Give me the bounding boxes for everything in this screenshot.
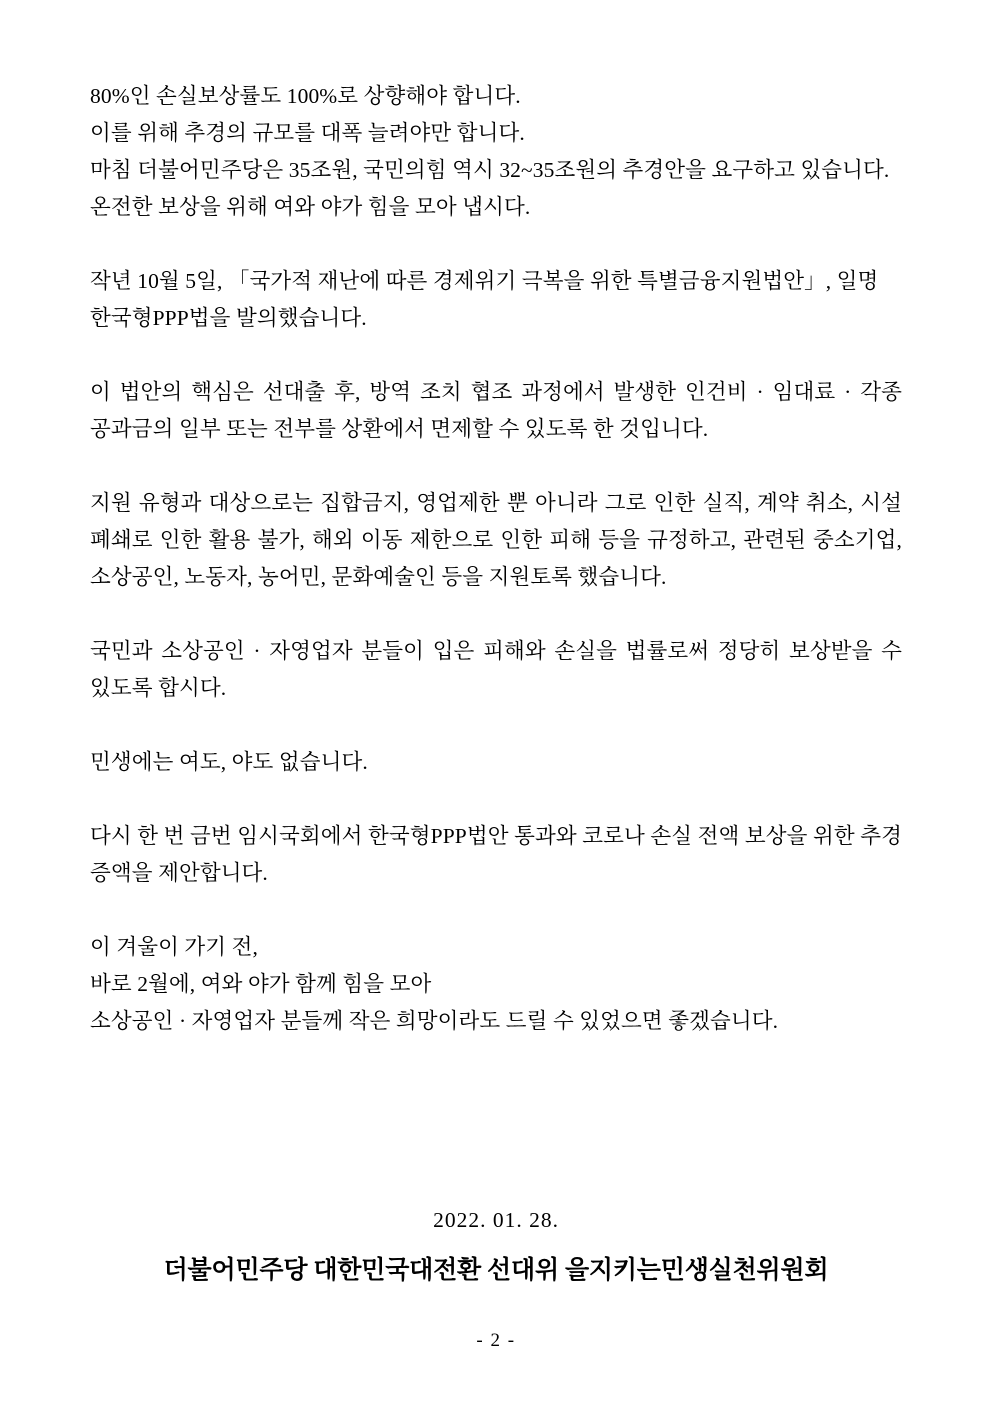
paragraph-line: 80%인 손실보상률도 100%로 상향해야 합니다. (90, 84, 521, 108)
paragraph-gap (90, 892, 902, 929)
paragraph-line: 소상공인 · 자영업자 분들께 작은 희망이라도 드릴 수 있었으면 좋겠습니다. (90, 1009, 779, 1033)
document-footer (0, 1205, 992, 1289)
page-number: - 2 - (476, 1330, 516, 1351)
paragraph-gap (90, 707, 902, 744)
paragraph-line: 바로 2월에, 여와 야가 함께 힘을 모아 (90, 972, 432, 996)
paragraph-gap (90, 337, 902, 374)
paragraph-line: 온전한 보상을 위해 여와 야가 힘을 모아 냅시다. (90, 195, 531, 219)
paragraph-compensation: 국민과 소상공인 · 자영업자 분들이 입은 피해와 손실을 법률로써 정당히 보상받을 수 있도록 합시다. (90, 639, 902, 700)
paragraph-gap (90, 226, 902, 263)
document-body (90, 78, 902, 1040)
paragraph-bill-proposal: 작년 10월 5일, 「국가적 재난에 따른 경제위기 극복을 위한 특별금융지원법안」, 일명 한국형PPP법을 발의했습니다. (90, 269, 879, 330)
paragraph-gap (90, 781, 902, 818)
paragraph-slogan: 민생에는 여도, 야도 없습니다. (90, 750, 368, 774)
paragraph-gap (90, 448, 902, 485)
footer-date: 2022. 01. 28. (433, 1208, 559, 1232)
paragraph-gap (90, 596, 902, 633)
footer-organization: 더불어민주당 대한민국대전환 선대위 을지키는민생실천위원회 (163, 1257, 829, 1284)
paragraph-line: 이를 위해 추경의 규모를 대폭 늘려야만 합니다. (90, 121, 525, 145)
paragraph-bill-core: 이 법안의 핵심은 선대출 후, 방역 조치 협조 과정에서 발생한 인건비 · 임대료 · 각종 공과금의 일부 또는 전부를 상환에서 면제할 수 있도록 한 것입니다. (90, 380, 902, 441)
paragraph-support-scope: 지원 유형과 대상으로는 집합금지, 영업제한 뿐 아니라 그로 인한 실직, 계약 취소, 시설 폐쇄로 인한 활용 불가, 해외 이동 제한으로 인한 피해 등을 규정하고, 관련된 중소기업, 소상공인, 노동자, 농어민, 문화예술인 등을 지원토록 했습니다. (90, 491, 902, 589)
paragraph-proposal: 다시 한 번 금번 임시국회에서 한국형PPP법안 통과와 코로나 손실 전액 보상을 위한 추경 증액을 제안합니다. (90, 824, 902, 885)
paragraph-line: 이 겨울이 가기 전, (90, 935, 258, 959)
paragraph-line: 마침 더불어민주당은 35조원, 국민의힘 역시 32~35조원의 추경안을 요구하고 있습니다. (90, 158, 890, 182)
